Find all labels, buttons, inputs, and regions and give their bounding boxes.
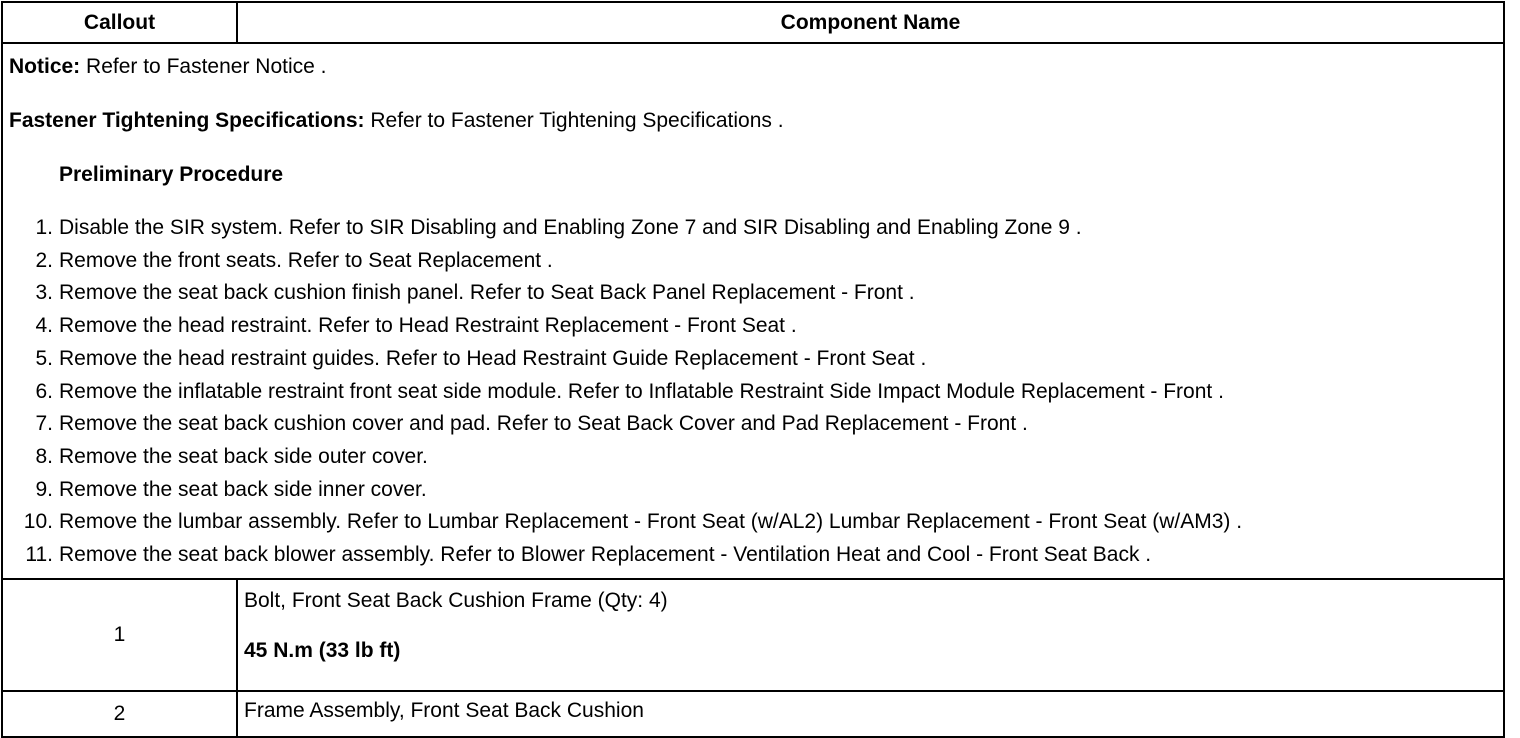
component-cell [237,691,1504,737]
notice-text: Refer to Fastener Notice . [86,55,327,78]
procedure-step [9,474,1497,507]
step-text: Remove the head restraint guides. Refer to Head Restraint Guide Replacement - Front Seat . [59,346,927,370]
procedure-step [9,506,1497,539]
component-name: Bolt, Front Seat Back Cushion Frame (Qty: 4) [244,588,668,612]
step-text: Remove the inflatable restraint front seat side module. Refer to Inflatable Restraint Side Impact Module Replacement - Front . [59,379,1224,403]
step-number: 7. [35,412,53,436]
step-number: 2. [35,248,53,272]
procedure-steps [9,212,1497,572]
step-text: Remove the lumbar assembly. Refer to Lumbar Replacement - Front Seat (w/AL2) Lumbar Replacement - Front Seat (w/AM3) . [59,510,1243,534]
preliminary-procedure-title: Preliminary Procedure [59,163,284,186]
procedure-step [9,245,1497,278]
step-text: Remove the seat back blower assembly. Refer to Blower Replacement - Ventilation Heat and Cool - Front Seat Back . [59,543,1152,567]
callout-cell: 1 [2,579,237,691]
torque-spec: 45 N.m (33 lb ft) [244,638,401,662]
callout-cell: 2 [2,691,237,737]
header-row [2,2,1504,43]
step-text: Remove the seat back side inner cover. [59,477,427,501]
notice-label: Notice: [9,55,81,78]
step-text: Remove the seat back side outer cover. [59,444,428,468]
step-text: Disable the SIR system. Refer to SIR Disabling and Enabling Zone 7 and SIR Disabling and Enabling Zone 9 . [59,216,1082,239]
step-text: Remove the seat back cushion cover and pad. Refer to Seat Back Cover and Pad Replacement - Front . [59,412,1028,436]
document-page [1,1,1505,738]
fastener-spec-text: Refer to Fastener Tightening Specifications . [370,109,784,132]
step-number: 3. [35,281,53,305]
step-text: Remove the front seats. Refer to Seat Replacement . [59,248,553,272]
procedure-step [9,441,1497,474]
callout-header: Callout [2,2,237,43]
component-cell [237,579,1504,691]
component-name-header: Component Name [237,2,1504,43]
notice-line [9,54,1497,80]
fastener-spec-label: Fastener Tightening Specifications: [9,109,365,132]
procedure-step [9,212,1497,245]
procedure-step [9,408,1497,441]
procedure-step [9,539,1497,572]
notes-row [2,43,1504,579]
step-number: 11. [25,543,53,567]
procedure-step [9,343,1497,376]
step-text: Remove the seat back cushion finish panel. Refer to Seat Back Panel Replacement - Front . [59,281,915,305]
component-name: Frame Assembly, Front Seat Back Cushion [244,698,644,722]
procedure-step [9,277,1497,310]
table-row [2,691,1504,737]
notes-cell [2,43,1504,579]
procedure-step [9,376,1497,409]
procedure-step [9,310,1497,343]
step-number: 10. [23,510,53,534]
fastener-spec-line [9,108,1497,134]
component-table [1,1,1505,738]
step-number: 4. [35,314,53,338]
step-number: 1. [35,216,53,239]
step-number: 6. [35,379,53,403]
step-text: Remove the head restraint. Refer to Head Restraint Replacement - Front Seat . [59,314,797,338]
step-number: 8. [35,444,53,468]
step-number: 5. [35,346,53,370]
table-row [2,579,1504,691]
step-number: 9. [35,477,53,501]
